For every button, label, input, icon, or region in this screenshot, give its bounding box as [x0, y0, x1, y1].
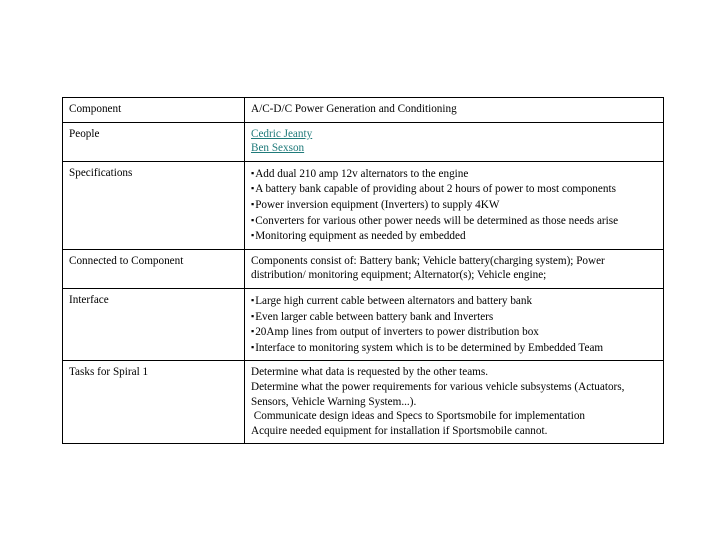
table-row: [63, 161, 664, 249]
bullet-item: ▪ Add dual 210 amp 12v alternators to the engine: [251, 166, 657, 182]
row-label-text: Tasks for Spiral 1: [69, 366, 149, 379]
task-line: Acquire needed equipment for installation if Sportsmobile cannot.: [251, 424, 548, 437]
bullet-item: ▪ Converters for various other power needs will be determined as those needs arise: [251, 213, 657, 229]
row-value-people: [245, 122, 664, 161]
value-line: Components consist of: Battery bank; Vehicle battery(charging system); Power distribution/ monitoring equipment; Alternator(s); Vehicle engine;: [251, 254, 608, 282]
task-line: Determine what the power requirements for various vehicle subsystems (Actuators, Sensors, Vehicle Warning System...).: [251, 380, 628, 408]
row-label-tasks-for-spiral-1: [63, 361, 245, 444]
bullet-item: ▪ 20Amp lines from output of inverters to power distribution box: [251, 324, 657, 340]
row-label-people: [63, 122, 245, 161]
row-label-specifications: [63, 161, 245, 249]
row-value-tasks-for-spiral-1: [245, 361, 664, 444]
row-label-text: Component: [69, 103, 122, 115]
row-label-text: People: [69, 127, 100, 140]
table-row: [63, 122, 664, 161]
table-row: [63, 249, 664, 288]
table-body: [63, 98, 664, 444]
table-row: [63, 361, 664, 444]
table-row: [63, 98, 664, 123]
task-line: Determine what data is requested by the other teams.: [251, 366, 489, 379]
row-value-component: [245, 98, 664, 123]
row-value-specifications: [245, 161, 664, 249]
bullet-item: ▪ Interface to monitoring system which is to be determined by Embedded Team: [251, 340, 657, 356]
row-value-interface: [245, 288, 664, 360]
row-label-component: [63, 98, 245, 123]
task-line: Communicate design ideas and Specs to Sportsmobile for implementation: [251, 410, 586, 423]
bullet-item: ▪ Large high current cable between alternators and battery bank: [251, 293, 657, 309]
bullet-item: ▪ Power inversion equipment (Inverters) to supply 4KW: [251, 197, 657, 213]
table-row: [63, 288, 664, 360]
component-spec-table: [62, 97, 664, 444]
row-label-connected-to-component: [63, 249, 245, 288]
value-line: A/C-D/C Power Generation and Conditioning: [251, 103, 457, 115]
row-label-text: Connected to Component: [69, 254, 184, 267]
bullet-item: ▪ Monitoring equipment as needed by embedded: [251, 228, 657, 244]
row-value-connected-to-component: [245, 249, 664, 288]
bullet-item: ▪ A battery bank capable of providing about 2 hours of power to most components: [251, 181, 657, 197]
row-label-text: Specifications: [69, 166, 133, 179]
person-link-ben-sexson[interactable]: Ben Sexson: [251, 142, 305, 155]
person-link-cedric-jeanty[interactable]: Cedric Jeanty: [251, 127, 313, 140]
row-label-interface: [63, 288, 245, 360]
bullet-item: ▪ Even larger cable between battery bank and Inverters: [251, 309, 657, 325]
row-label-text: Interface: [69, 293, 109, 306]
